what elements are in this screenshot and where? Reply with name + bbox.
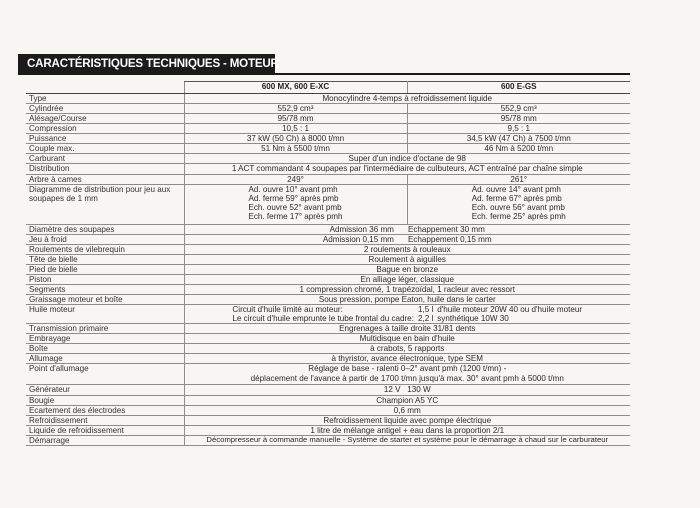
section-title: CARACTÉRISTIQUES TECHNIQUES - MOTEUR: [18, 54, 275, 73]
row-value: 0,6 mm: [184, 405, 630, 415]
row-label: Roulements de vilebrequin: [26, 244, 184, 254]
row-label: Boîte: [26, 344, 184, 354]
row-label: Segments: [26, 284, 184, 294]
oil-circuit-frame: Le circuit d'huile emprunte le tube frontal du cadre:: [232, 314, 414, 324]
row-value: Super d'un indice d'octane de 98: [184, 154, 630, 164]
timing-line: Ech. ferme 17° après pmh: [248, 211, 343, 221]
row-value-a: 10,5 : 1: [184, 124, 407, 134]
row-label: Arbre à cames: [26, 174, 184, 184]
row-value: [184, 364, 630, 385]
ignition-line-2: déplacement de l'avance à partir de 1700 t/mn jusqu'à max. 30° avant pmh à 5000 t/mn: [250, 373, 564, 383]
row-label: Type: [26, 94, 184, 104]
oil-spec: synthétique 10W 30: [437, 314, 509, 324]
title-underline: [18, 73, 630, 75]
row-value: 2 roulements à rouleaux: [184, 244, 630, 254]
row-value-b: 34,5 kW (47 Ch) à 7500 t/mn: [407, 134, 630, 144]
table-header-row: [26, 82, 630, 94]
table-row: [26, 184, 630, 224]
row-value-b: [407, 184, 630, 224]
row-value: Champion A5 YC: [184, 395, 630, 405]
row-value-a: 37 kW (50 Ch) à 8000 t/mn: [184, 134, 407, 144]
intake-value: Admission 0,15 mm: [322, 234, 394, 244]
header-col-600mx: 600 MX, 600 E-XC: [184, 82, 407, 94]
row-value-a: 552,9 cm³: [184, 104, 407, 114]
table-row: [26, 134, 630, 144]
row-label: Tête de bielle: [26, 254, 184, 264]
row-value-a: 95/78 mm: [184, 114, 407, 124]
table-row: [26, 354, 630, 364]
oil-quantity: 1,5 l: [417, 305, 434, 315]
table-row: [26, 415, 630, 425]
header-empty-cell: [26, 82, 184, 94]
row-value: à thyristor, avance électronique, type SEM: [184, 354, 630, 364]
row-label: Puissance: [26, 134, 184, 144]
table-row: [26, 334, 630, 344]
row-label: Démarrage: [26, 435, 184, 445]
row-value: Sous pression, pompe Eaton, huile dans le carter: [184, 295, 630, 305]
row-value: [184, 234, 630, 244]
row-value: Bague en bronze: [184, 264, 630, 274]
table-row: [26, 324, 630, 334]
row-label: Pied de bielle: [26, 264, 184, 274]
row-value-a: [184, 184, 407, 224]
row-value: à crabots, 5 rapports: [184, 344, 630, 354]
table-row: [26, 305, 630, 324]
timing-line: Ech. ferme 25° après pmh: [471, 211, 566, 221]
row-label: Ecartement des électrodes: [26, 405, 184, 415]
table-row: [26, 154, 630, 164]
table-row: [26, 264, 630, 274]
table-row: [26, 164, 630, 174]
intake-value: Admission 36 mm: [329, 224, 394, 234]
row-label: Graissage moteur et boîte: [26, 295, 184, 305]
row-label: Transmission primaire: [26, 324, 184, 334]
table-row: [26, 124, 630, 134]
spec-table: [26, 81, 630, 446]
timing-line: Ad. ouvre 14° avant pmh: [471, 184, 561, 194]
header-col-600egs: 600 E-GS: [407, 82, 630, 94]
timing-line: Ad. ferme 59° après pmb: [248, 193, 339, 203]
row-value: 12 V 130 W: [184, 385, 630, 395]
row-label: Cylindrée: [26, 104, 184, 114]
row-label: Générateur: [26, 385, 184, 395]
row-value: Refroidissement liquide avec pompe électrique: [184, 415, 630, 425]
timing-line: Ech. ouvre 52° avant pmb: [248, 202, 342, 212]
row-value: Engrenages à taille droite 31/81 dents: [184, 324, 630, 334]
row-label: Jeu à froid: [26, 234, 184, 244]
row-value-b: 552,9 cm³: [407, 104, 630, 114]
timing-line: Ad. ouvre 10° avant pmh: [248, 184, 338, 194]
timing-line: Ech. ouvre 56° avant pmb: [471, 202, 565, 212]
oil-circuit-limited: Circuit d'huile limité au moteur:: [232, 305, 343, 315]
table-row: [26, 94, 630, 104]
row-label: Point d'allumage: [26, 364, 184, 385]
row-value: Décompresseur à commande manuelle - Système de starter et système pour le démarrage à chaud sur le carburateur: [184, 435, 630, 445]
table-row: [26, 224, 630, 234]
timing-line: Ad. ferme 67° après pmb: [471, 193, 562, 203]
row-value: Monocylindre 4-temps à refroidissement liquide: [184, 94, 630, 104]
row-label: Piston: [26, 274, 184, 284]
row-value: [184, 224, 630, 234]
row-value-b: 95/78 mm: [407, 114, 630, 124]
table-row: [26, 395, 630, 405]
row-value: [184, 305, 630, 324]
table-row: [26, 234, 630, 244]
row-value: Roulement à aiguilles: [184, 254, 630, 264]
exhaust-value: Echappement 0,15 mm: [407, 234, 492, 244]
table-row: [26, 244, 630, 254]
row-label: Alésage/Course: [26, 114, 184, 124]
table-row: [26, 344, 630, 354]
row-value-b: 46 Nm à 5200 t/mn: [407, 144, 630, 154]
table-row: [26, 254, 630, 264]
row-value-b: 9,5 : 1: [407, 124, 630, 134]
row-label: Refroidissement: [26, 415, 184, 425]
row-label: Allumage: [26, 354, 184, 364]
row-value: En alliage léger, classique: [184, 274, 630, 284]
row-label: Compression: [26, 124, 184, 134]
row-label: Couple max.: [26, 144, 184, 154]
table-row: [26, 385, 630, 395]
row-label: Bougie: [26, 395, 184, 405]
oil-spec: d'huile moteur 20W 40 ou d'huile moteur: [437, 305, 583, 315]
row-label: Liquide de refroidissement: [26, 425, 184, 435]
table-row: [26, 425, 630, 435]
table-row: [26, 284, 630, 294]
table-row: [26, 174, 630, 184]
row-label: Diagramme de distribution pour jeu aux soupapes de 1 mm: [26, 184, 184, 224]
row-label: Embrayage: [26, 334, 184, 344]
table-row: [26, 144, 630, 154]
table-row: [26, 274, 630, 284]
table-row: [26, 435, 630, 445]
table-row: [26, 364, 630, 385]
row-value: 1 ACT commandant 4 soupapes par l'intermédiaire de culbuteurs, ACT entraîné par chaîne simple: [184, 164, 630, 174]
table-row: [26, 114, 630, 124]
exhaust-value: Echappement 30 mm: [407, 224, 485, 234]
row-value-a: 51 Nm à 5500 t/mn: [184, 144, 407, 154]
table-row: [26, 405, 630, 415]
oil-quantity: 2,2 l: [417, 314, 434, 324]
table-row: [26, 104, 630, 114]
row-label: Distribution: [26, 164, 184, 174]
table-row: [26, 295, 630, 305]
row-value-b: 261°: [407, 174, 630, 184]
row-value: 1 litre de mélange antigel + eau dans la proportion 2/1: [184, 425, 630, 435]
row-label: Huile moteur: [26, 305, 184, 324]
row-value: 1 compression chromé, 1 trapézoïdal, 1 racleur avec ressort: [184, 284, 630, 294]
row-value-a: 249°: [184, 174, 407, 184]
row-label: Diamètre des soupapes: [26, 224, 184, 234]
row-label: Carburant: [26, 154, 184, 164]
row-value: Multidisque en bain d'huile: [184, 334, 630, 344]
ignition-line-1: Réglage de base - ralenti 0–2° avant pmh (1200 t/mn) -: [308, 364, 507, 374]
